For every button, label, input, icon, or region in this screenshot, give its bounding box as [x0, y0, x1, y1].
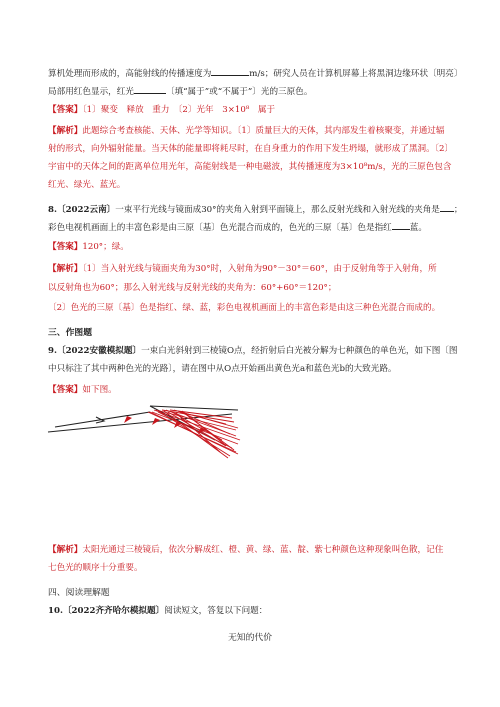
explanation-text: 〔1〕当入射光线与镜面夹角为30°时，入射角为90°－30°＝60°，由于反射角等于入射角，所	[82, 264, 437, 274]
question-number: 10.	[48, 606, 63, 616]
section-heading-drawing: 三、作图题	[48, 328, 92, 338]
question-source: 〔2022安徽模拟题〕	[56, 346, 142, 356]
question-source: 〔2022齐齐哈尔模拟题〕	[62, 606, 165, 616]
question-number: 8.	[48, 205, 57, 215]
question-text: 局部用红色显示，红光	[48, 87, 134, 97]
explanation-label: 【解析】	[48, 545, 83, 555]
explanation-8-line3: 〔2〕色光的三原〔基〕色是指红、绿、蓝，彩色电视机画面上的丰富色彩是由这三种色光混合而成的。	[48, 303, 441, 313]
question-9-line2: 中只标注了其中两种色光的光路〕，请在图中从O点开始画出黄色光a和蓝色光b的大致光路。	[48, 364, 397, 374]
explanation-8-line2: 以反射角也为60°；那么入射光线与反射光线的夹角为：60°+60°＝120°；	[48, 283, 337, 293]
question-text: 〔填“属于”或“不属于”〕光的三原色。	[165, 87, 313, 97]
explanation-text: 此题综合考查核能、天体、光学等知识。〔1〕质量巨大的天体，其内部发生着核聚变，并通过辐	[82, 126, 445, 136]
incident-white-light	[55, 412, 150, 427]
question-text: 蓝。	[409, 223, 427, 233]
question-text: 算机处理而形成的，高能射线的传播速度为	[48, 69, 212, 79]
question-text: 一束平行光线与镜面成30°的夹角入射到平面镜上，那么反射光线和入射光线的夹角是	[115, 205, 440, 215]
answer-text: 120°；绿。	[82, 242, 129, 252]
explanation-label: 【解析】	[48, 126, 83, 136]
question-text: ；	[453, 205, 463, 215]
explanation-1-line3: 宇宙中的天体之间的距离单位用光年，高能射线是一种电磁波，其传播速度为3×10⁸m/s，光的三原色包含	[48, 162, 452, 172]
explanation-1-line2: 射的形式，向外辐射能量。当天体的能量即将耗尽时，在自身重力的作用下发生坍塌，就形成了黑洞。〔2〕	[48, 144, 454, 154]
explanation-label: 【解析】	[48, 264, 83, 274]
section-heading-reading: 四、阅读理解题	[48, 588, 110, 598]
answer-text: 〔1〕聚变 释放 重力 〔2〕光年 3×10⁸ 属于	[82, 105, 276, 115]
answer-text: 如下图。	[82, 385, 117, 395]
explanation-1-line4: 红光、绿光、蓝光。	[48, 180, 126, 190]
question-source: 〔2022云南〕	[56, 205, 116, 215]
question-text: 一束白光斜射到三棱镜O点，经折射后白光被分解为七种颜色的单色光，如下图〔图	[141, 346, 458, 356]
question-text: 阅读短文，答复以下问题：	[164, 606, 268, 616]
question-text: m/s；研究人员在计算机屏幕上将黑洞边缘环状〔明亮〕	[249, 69, 463, 79]
answer-label: 【答案】	[48, 242, 83, 252]
answer-label: 【答案】	[48, 105, 83, 115]
dispersed-light-rays	[148, 410, 240, 458]
question-10	[48, 606, 267, 617]
question-text: 彩色电视机画面上的丰富色彩是由三原〔基〕色光混合而成的，色光的三原〔基〕色是指红	[48, 223, 392, 233]
explanation-9-line1	[48, 545, 443, 556]
article-title: 无知的代价	[228, 633, 272, 643]
explanation-text: 太阳光通过三棱镜后，依次分解成红、橙、黄、绿、蓝、靛、紫七种颜色这种现象叫色散，记住	[82, 545, 444, 555]
explanation-9-line2: 七色光的顺序十分重要。	[48, 563, 143, 573]
answer-label: 【答案】	[48, 385, 83, 395]
question-number: 9.	[48, 346, 57, 356]
